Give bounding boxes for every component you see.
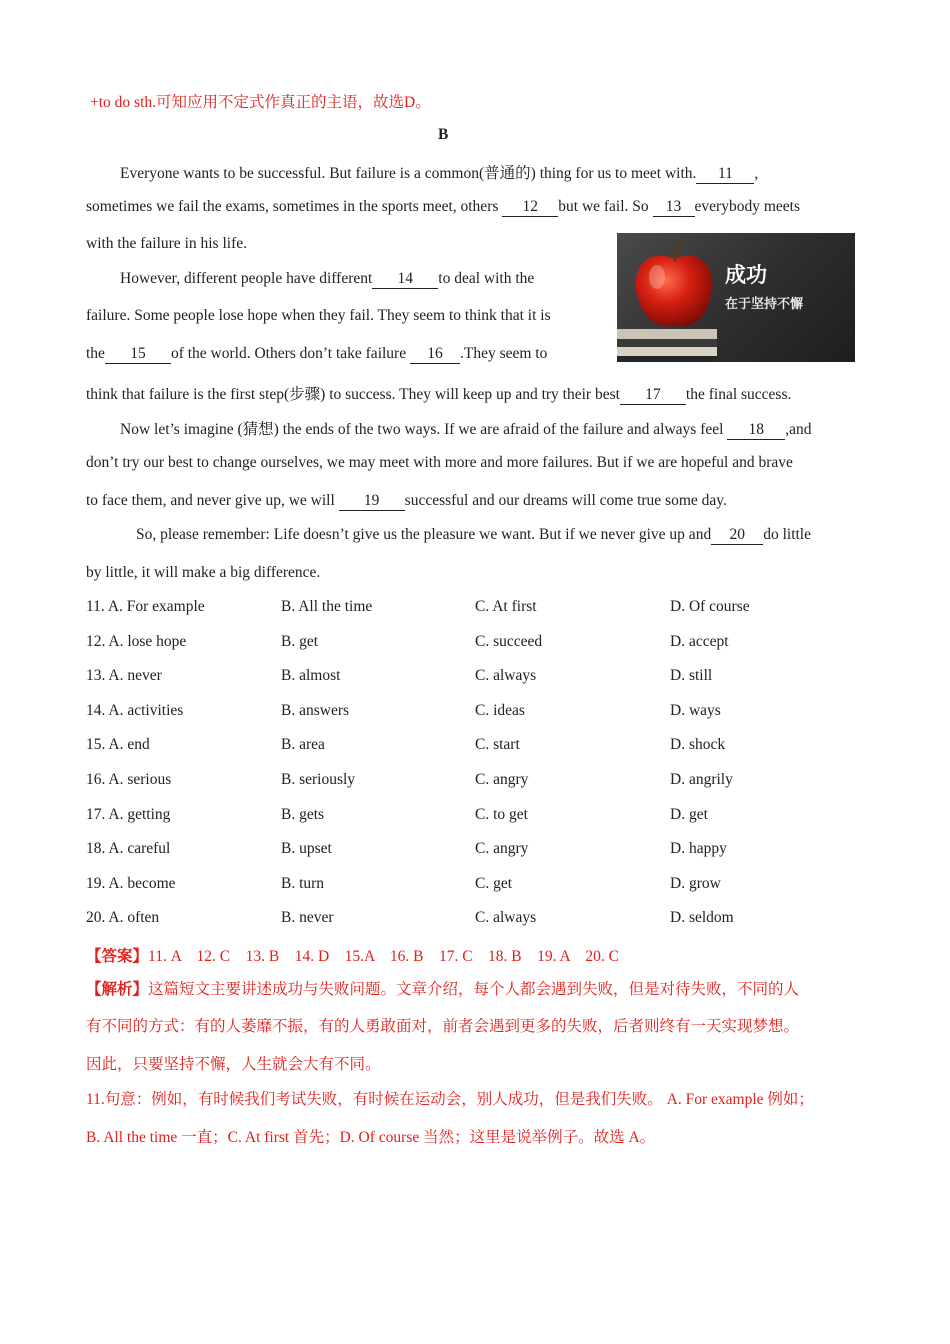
question-row xyxy=(86,736,886,758)
option-d: D. grow xyxy=(670,874,721,892)
answer-line xyxy=(86,944,619,966)
question-row xyxy=(86,806,886,828)
option-b: B. almost xyxy=(281,667,341,685)
blank-15: 15 xyxy=(105,345,171,364)
passage-line-10: to face them, and never give up, we will 19 successful and our dreams will come true some day. xyxy=(86,492,727,509)
option-a: 16. A. serious xyxy=(86,771,172,788)
option-d: D. get xyxy=(670,805,708,823)
section-title: B xyxy=(438,126,449,143)
option-c: C. At first xyxy=(475,598,537,615)
blank-18: 18 xyxy=(727,421,785,440)
option-a: 15. A. end xyxy=(86,736,150,754)
question-row xyxy=(86,840,886,862)
option-b: B. turn xyxy=(281,874,325,892)
option-a: 13. A. never xyxy=(86,667,162,685)
blank-16: 16 xyxy=(410,345,460,364)
question-row xyxy=(86,771,886,793)
option-a: 14. A. activities xyxy=(86,701,184,719)
option-b: B. seriously xyxy=(281,771,356,788)
analysis-line-3: 因此，只要坚持不懈，人生就会大有不同。 xyxy=(86,1055,381,1073)
passage-line-8: Now let’s imagine (猜想) the ends of the two ways. If we are afraid of the failure and always feel 18 ,and xyxy=(120,421,812,438)
option-d: D. still xyxy=(670,667,713,685)
passage-line-7: think that failure is the first step(步骤) to success. They will keep up and try their best 17 the final success. xyxy=(86,386,792,403)
option-d: D. ways xyxy=(670,701,721,719)
analysis-q11-line-1: 11.句意：例如，有时候我们考试失败，有时候在运动会，别人成功，但是我们失败。 A. For example 例如； xyxy=(86,1091,814,1108)
option-a: 18. A. careful xyxy=(86,840,171,858)
option-d: D. Of course xyxy=(670,598,750,615)
option-b: B. upset xyxy=(281,840,332,858)
passage-line-1: Everyone wants to be successful. But failure is a common(普通的) thing for us to meet with. 11 , xyxy=(120,165,759,182)
option-a: 20. A. often xyxy=(86,909,160,927)
passage-line-6: the 15 of the world. Others don’t take failure 16 .They seem to xyxy=(86,345,548,362)
blank-19: 19 xyxy=(339,492,405,511)
option-d: D. accept xyxy=(670,632,729,650)
option-d: D. angrily xyxy=(670,771,733,788)
blank-17: 17 xyxy=(620,386,686,405)
option-c: C. ideas xyxy=(475,701,525,719)
option-a: 17. A. getting xyxy=(86,805,171,823)
option-b: B. gets xyxy=(281,805,325,823)
blank-20: 20 xyxy=(711,526,763,545)
question-row xyxy=(86,598,886,620)
success-image xyxy=(617,233,855,362)
option-b: B. never xyxy=(281,909,334,927)
option-c: C. always xyxy=(475,909,537,927)
option-c: C. angry xyxy=(475,771,529,788)
passage-line-2: sometimes we fail the exams, sometimes in the sports meet, others 12 but we fail. So 13 everybody meets xyxy=(86,198,800,215)
option-c: C. succeed xyxy=(475,632,543,650)
option-d: D. happy xyxy=(670,840,727,858)
option-b: B. answers xyxy=(281,701,350,719)
option-b: B. All the time xyxy=(281,598,373,615)
option-c: C. always xyxy=(475,667,537,685)
passage-line-11: So, please remember: Life doesn’t give us the pleasure we want. But if we never give up and 20 do little xyxy=(136,526,811,543)
option-c: C. get xyxy=(475,874,513,892)
passage-line-3: with the failure in his life. xyxy=(86,235,247,252)
blank-12: 12 xyxy=(502,198,558,217)
option-c: C. angry xyxy=(475,840,529,858)
analysis-label: 【解析】 xyxy=(86,980,149,998)
image-subtitle: 在于坚持不懈 xyxy=(725,297,804,312)
question-row xyxy=(86,875,886,897)
option-b: B. get xyxy=(281,632,319,650)
option-c: C. start xyxy=(475,736,520,754)
answer-text: 11. A 12. C 13. B 14. D 15.A 16. B 17. C 18. B 19. A 20. C xyxy=(148,948,619,965)
question-row xyxy=(86,633,886,655)
question-row xyxy=(86,667,886,689)
option-d: D. shock xyxy=(670,736,726,754)
option-b: B. area xyxy=(281,736,325,754)
passage-line-12: by little, it will make a big difference. xyxy=(86,564,321,581)
question-row xyxy=(86,909,886,931)
passage-line-5: failure. Some people lose hope when they fail. They seem to think that it is xyxy=(86,307,551,324)
option-d: D. seldom xyxy=(670,909,734,927)
analysis-q11-line-2: B. All the time 一直；C. At first 首先；D. Of course 当然；这里是说举例子。故选 A。 xyxy=(86,1129,656,1146)
analysis-line-2: 有不同的方式：有的人萎靡不振，有的人勇敢面对，前者会遇到更多的失败，后者则终有一天实现梦想。 xyxy=(86,1017,800,1035)
option-a: 12. A. lose hope xyxy=(86,632,187,650)
blank-13: 13 xyxy=(653,198,695,217)
option-a: 19. A. become xyxy=(86,874,176,892)
passage-line-4: However, different people have different 14 to deal with the xyxy=(120,270,535,287)
option-a: 11. A. For example xyxy=(86,598,205,615)
option-c: C. to get xyxy=(475,805,528,823)
image-title: 成功 xyxy=(725,263,767,287)
question-row xyxy=(86,702,886,724)
blank-11: 11 xyxy=(696,165,754,184)
analysis-line-1: 【解析】这篇短文主要讲述成功与失败问题。文章介绍，每个人都会遇到失败，但是对待失败，不同的人 xyxy=(86,980,800,998)
answer-label: 【答案】 xyxy=(86,947,149,965)
passage-line-9: don’t try our best to change ourselves, we may meet with more and more failures. But if we are hopeful and brave xyxy=(86,454,793,471)
intro-line: +to do sth.可知应用不定式作真正的主语，故选D。 xyxy=(90,94,431,111)
blank-14: 14 xyxy=(372,270,438,289)
